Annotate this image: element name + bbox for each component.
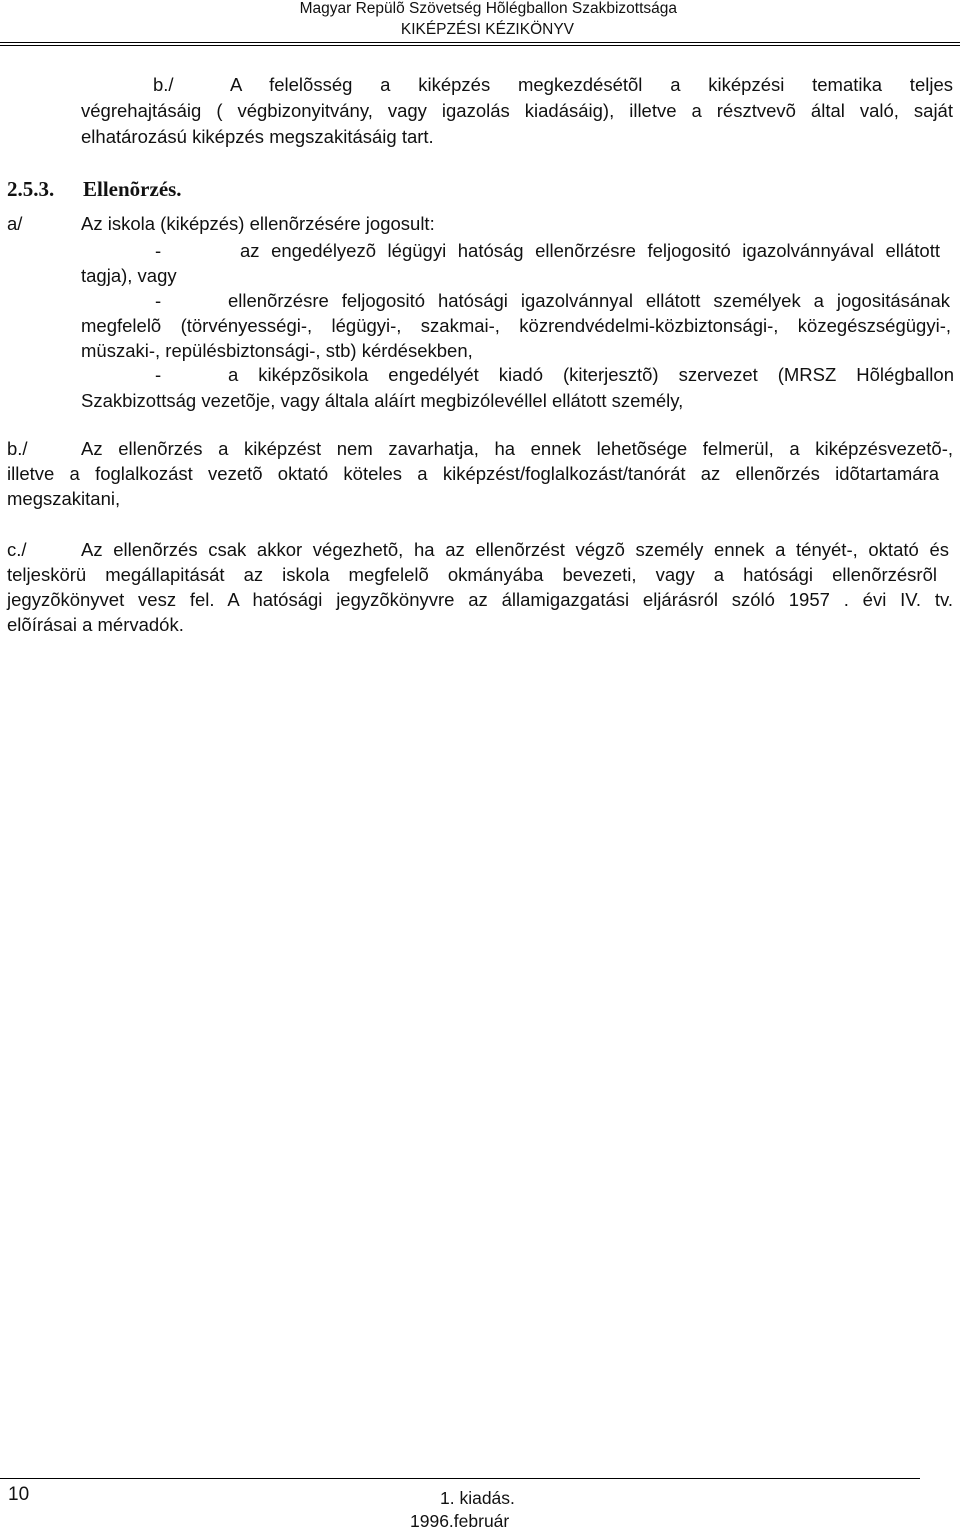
- list-item-line: Szakbizottság vezetõje, vagy általa aláírt megbizólevéllel ellátott személy,: [81, 390, 684, 411]
- section-a-intro: Az iskola (kiképzés) ellenõrzésére jogosult:: [81, 213, 435, 234]
- paragraph-line: A felelõsség a kiképzés megkezdésétõl a kiképzési tematika teljes: [230, 74, 953, 95]
- header-document-title: KIKÉPZÉSI KÉZIKÖNYV: [400, 21, 574, 38]
- header-rule-2: [0, 45, 960, 46]
- footer-date: 1996.február: [410, 1511, 510, 1531]
- paragraph-line: elõírásai a mérvadók.: [7, 614, 184, 635]
- list-item-line: a kiképzõsikola engedélyét kiadó (kiterjesztõ) szervezet (MRSZ Hõlégballon: [228, 364, 954, 385]
- list-item-line: ellenõrzésre feljogositó hatósági igazolvánnyal ellátott személyek a jogositásának: [228, 290, 950, 311]
- list-dash: -: [155, 240, 162, 261]
- page-number: 10: [8, 1484, 30, 1505]
- paragraph-line: elhatározású kiképzés megszakitásáig tart.: [81, 126, 434, 147]
- page-header: [0, 0, 960, 44]
- paragraph-line: illetve a foglalkozást vezetõ oktató köteles a kiképzést/foglalkozást/tanórát az ellenõrzés idõtartamára: [7, 463, 939, 484]
- list-item-line: az engedélyezõ légügyi hatóság ellenõrzésre feljogositó igazolvánnyával ellátott: [240, 240, 940, 261]
- section-a-marker: a/: [7, 213, 23, 234]
- header-organization: Magyar Repülõ Szövetség Hõlégballon Szakbizottsága: [299, 0, 677, 17]
- heading-title: Ellenõrzés.: [83, 177, 182, 201]
- list-item-line: megfelelõ (törvényességi-, légügyi-, szakmai-, közrendvédelmi-közbiztonsági-, közegészségügyi-,: [81, 315, 951, 336]
- list-dash: -: [155, 290, 162, 311]
- header-rule-1: [0, 42, 960, 43]
- list-item-line: müszaki-, repülésbiztonsági-, stb) kérdésekben,: [81, 340, 473, 361]
- heading-number: 2.5.3.: [7, 177, 55, 201]
- paragraph-line: végrehajtásáig ( végbizonyitvány, vagy igazolás kiadásáig), illetve a résztvevõ által való, saját: [81, 100, 953, 121]
- paragraph-line: teljeskörü megállapitását az iskola megfelelõ okmányába bevezeti, vagy a hatósági ellenõrzésrõl: [7, 564, 937, 585]
- paragraph-line: jegyzõkönyvet vesz fel. A hatósági jegyzõkönyvre az államigazgatási eljárásról szóló 1957 . évi IV. tv.: [7, 589, 953, 610]
- list-dash: -: [155, 364, 162, 385]
- footer-edition: 1. kiadás.: [440, 1488, 515, 1508]
- paragraph-line: Az ellenõrzés csak akkor végezhetõ, ha az ellenõrzést végzõ személy ennek a tényét-, oktató és: [81, 539, 949, 560]
- paragraph-line: megszakitani,: [7, 488, 121, 509]
- section-b-marker: b./: [7, 438, 28, 459]
- section-c-marker: c./: [7, 539, 27, 560]
- footer-rule: [0, 1478, 920, 1479]
- section-b-marker: b./: [153, 74, 174, 95]
- list-item-line: tagja), vagy: [81, 265, 177, 286]
- paragraph-line: Az ellenõrzés a kiképzést nem zavarhatja, ha ennek lehetõsége felmerül, a kiképzésvezetõ-,: [81, 438, 953, 459]
